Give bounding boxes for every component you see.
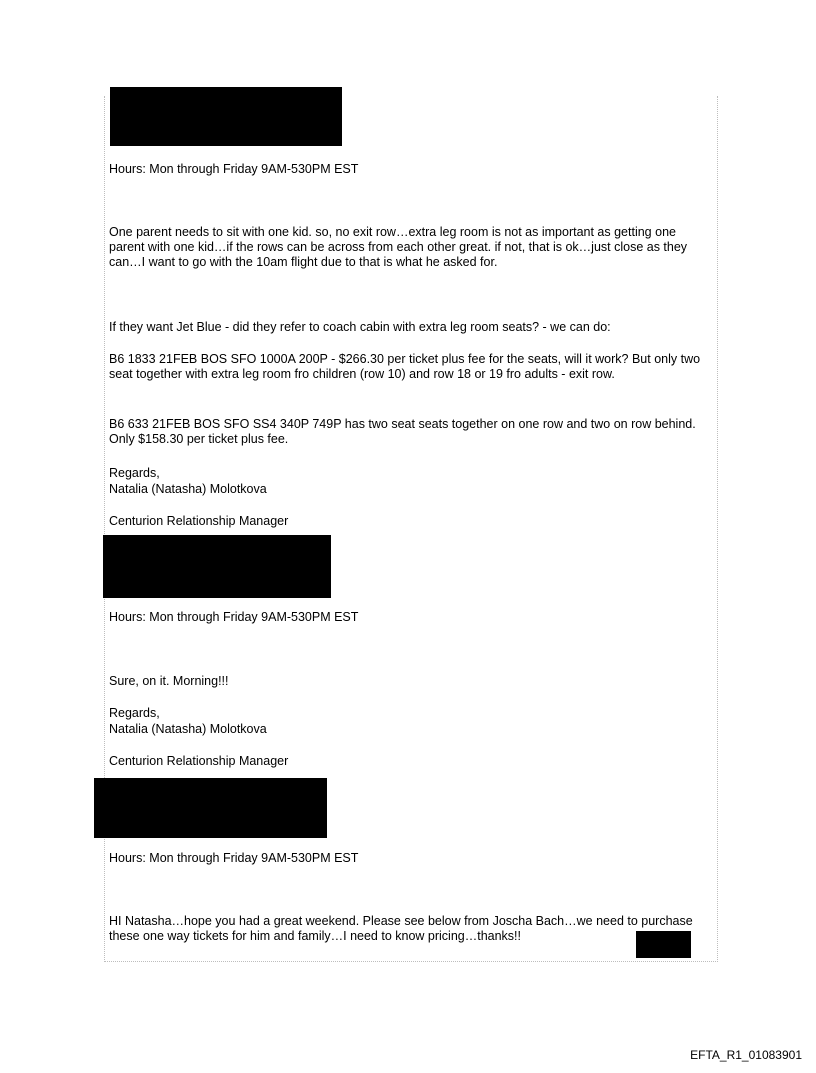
signature-title: Centurion Relationship Manager <box>109 514 289 528</box>
redaction-block <box>110 87 342 146</box>
quote-border-right <box>717 96 718 962</box>
redaction-block <box>636 931 691 958</box>
message-text: Sure, on it. Morning!!! <box>109 674 229 688</box>
hours-text: Hours: Mon through Friday 9AM-530PM EST <box>109 851 359 865</box>
hours-text: Hours: Mon through Friday 9AM-530PM EST <box>109 162 359 176</box>
redaction-block <box>94 778 327 838</box>
signature-regards: Regards, <box>109 706 160 720</box>
message-text: HI Natasha…hope you had a great weekend. Please see below from Joscha Bach…we need to purchase these one way tickets for him and family…I need to know pricing…thanks!! <box>109 914 693 943</box>
quote-border-bottom <box>104 961 718 962</box>
flight-option-text: B6 633 21FEB BOS SFO SS4 340P 749P has two seat seats together on one row and two on row behind. Only $158.30 per ticket plus fee. <box>109 417 696 446</box>
signature-name: Natalia (Natasha) Molotkova <box>109 722 267 736</box>
redaction-block <box>103 535 331 598</box>
hours-text: Hours: Mon through Friday 9AM-530PM EST <box>109 610 359 624</box>
signature-title: Centurion Relationship Manager <box>109 754 289 768</box>
message-text: One parent needs to sit with one kid. so, no exit row…extra leg room is not as important as getting one parent with one kid…if the rows can be across from each other great. if not, that is ok…just close as they can…I want to go with the 10am flight due to that is what he asked for. <box>109 225 688 269</box>
signature-regards: Regards, <box>109 466 160 480</box>
document-id: EFTA_R1_01083901 <box>690 1048 802 1062</box>
flight-option-text: B6 1833 21FEB BOS SFO 1000A 200P - $266.30 per ticket plus fee for the seats, will it work? But only two seat together with extra leg room fro children (row 10) and row 18 or 19 fro adults - exit row. <box>109 352 701 381</box>
signature-name: Natalia (Natasha) Molotkova <box>109 482 267 496</box>
message-text: If they want Jet Blue - did they refer to coach cabin with extra leg room seats? - we can do: <box>109 320 611 334</box>
